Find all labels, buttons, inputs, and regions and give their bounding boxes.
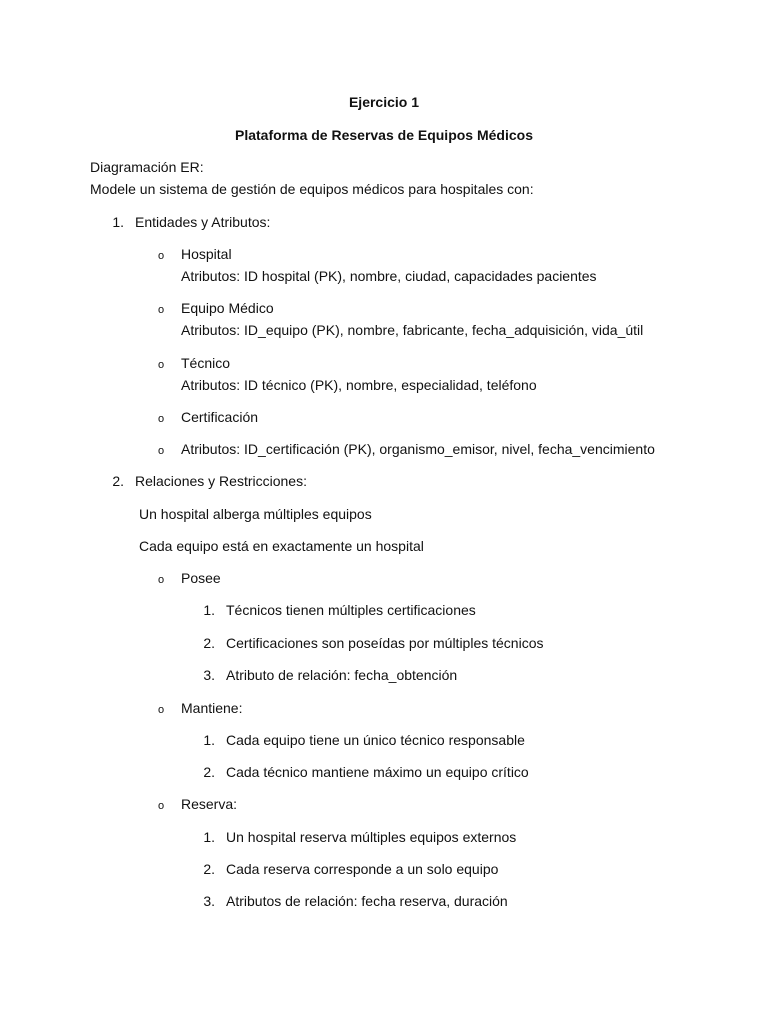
relation-name: Reserva: — [181, 796, 238, 812]
intro-line-1: Diagramación ER: — [90, 159, 204, 175]
entity-name: Atributos: ID_certificación (PK), organismo_emisor, nivel, fecha_vencimiento — [181, 441, 655, 457]
intro-line-2: Modele un sistema de gestión de equipos médicos para hospitales con: — [90, 181, 534, 197]
item-number: 2. — [203, 861, 215, 877]
bullet-icon: o — [158, 704, 165, 716]
list-item: Certificaciones son poseídas por múltiples técnicos — [226, 635, 544, 651]
item-number: 1. — [203, 829, 215, 845]
section-heading: Relaciones y Restricciones: — [135, 473, 307, 489]
entity-attributes: Atributos: ID_equipo (PK), nombre, fabricante, fecha_adquisición, vida_útil — [181, 322, 644, 338]
entity-name: Certificación — [181, 409, 259, 425]
bullet-icon: o — [158, 413, 165, 425]
entity-attributes: Atributos: ID hospital (PK), nombre, ciudad, capacidades pacientes — [181, 268, 597, 284]
list-item: Cada técnico mantiene máximo un equipo crítico — [226, 764, 529, 780]
list-item: Cada equipo tiene un único técnico responsable — [226, 732, 525, 748]
statement: Cada equipo está en exactamente un hospital — [139, 538, 424, 554]
item-number: 3. — [203, 893, 215, 909]
item-number: 1. — [203, 732, 215, 748]
bullet-icon: o — [158, 445, 165, 457]
list-item: Un hospital reserva múltiples equipos externos — [226, 829, 517, 845]
relation-name: Mantiene: — [181, 700, 243, 716]
entity-name: Técnico — [181, 355, 231, 371]
section-heading: Entidades y Atributos: — [135, 214, 271, 230]
entity-name: Equipo Médico — [181, 300, 274, 316]
item-number: 2. — [203, 635, 215, 651]
bullet-icon: o — [158, 574, 165, 586]
bullet-icon: o — [158, 250, 165, 262]
statement: Un hospital alberga múltiples equipos — [139, 506, 372, 522]
bullet-icon: o — [158, 359, 165, 371]
page-subtitle: Plataforma de Reservas de Equipos Médicos — [235, 127, 533, 143]
item-number: 3. — [203, 667, 215, 683]
item-number: 1. — [203, 602, 215, 618]
bullet-icon: o — [158, 800, 165, 812]
entity-attributes: Atributos: ID técnico (PK), nombre, especialidad, teléfono — [181, 377, 537, 393]
item-number: 2. — [203, 764, 215, 780]
entity-name: Hospital — [181, 246, 232, 262]
relation-name: Posee — [181, 570, 221, 586]
list-item: Atributo de relación: fecha_obtención — [226, 667, 458, 683]
page-title: Ejercicio 1 — [348, 94, 420, 110]
list-item: Atributos de relación: fecha reserva, duración — [226, 893, 508, 909]
section-number: 1. — [112, 214, 124, 230]
section-number: 2. — [112, 473, 124, 489]
list-item: Cada reserva corresponde a un solo equipo — [226, 861, 499, 877]
bullet-icon: o — [158, 304, 165, 316]
list-item: Técnicos tienen múltiples certificaciones — [226, 602, 476, 618]
